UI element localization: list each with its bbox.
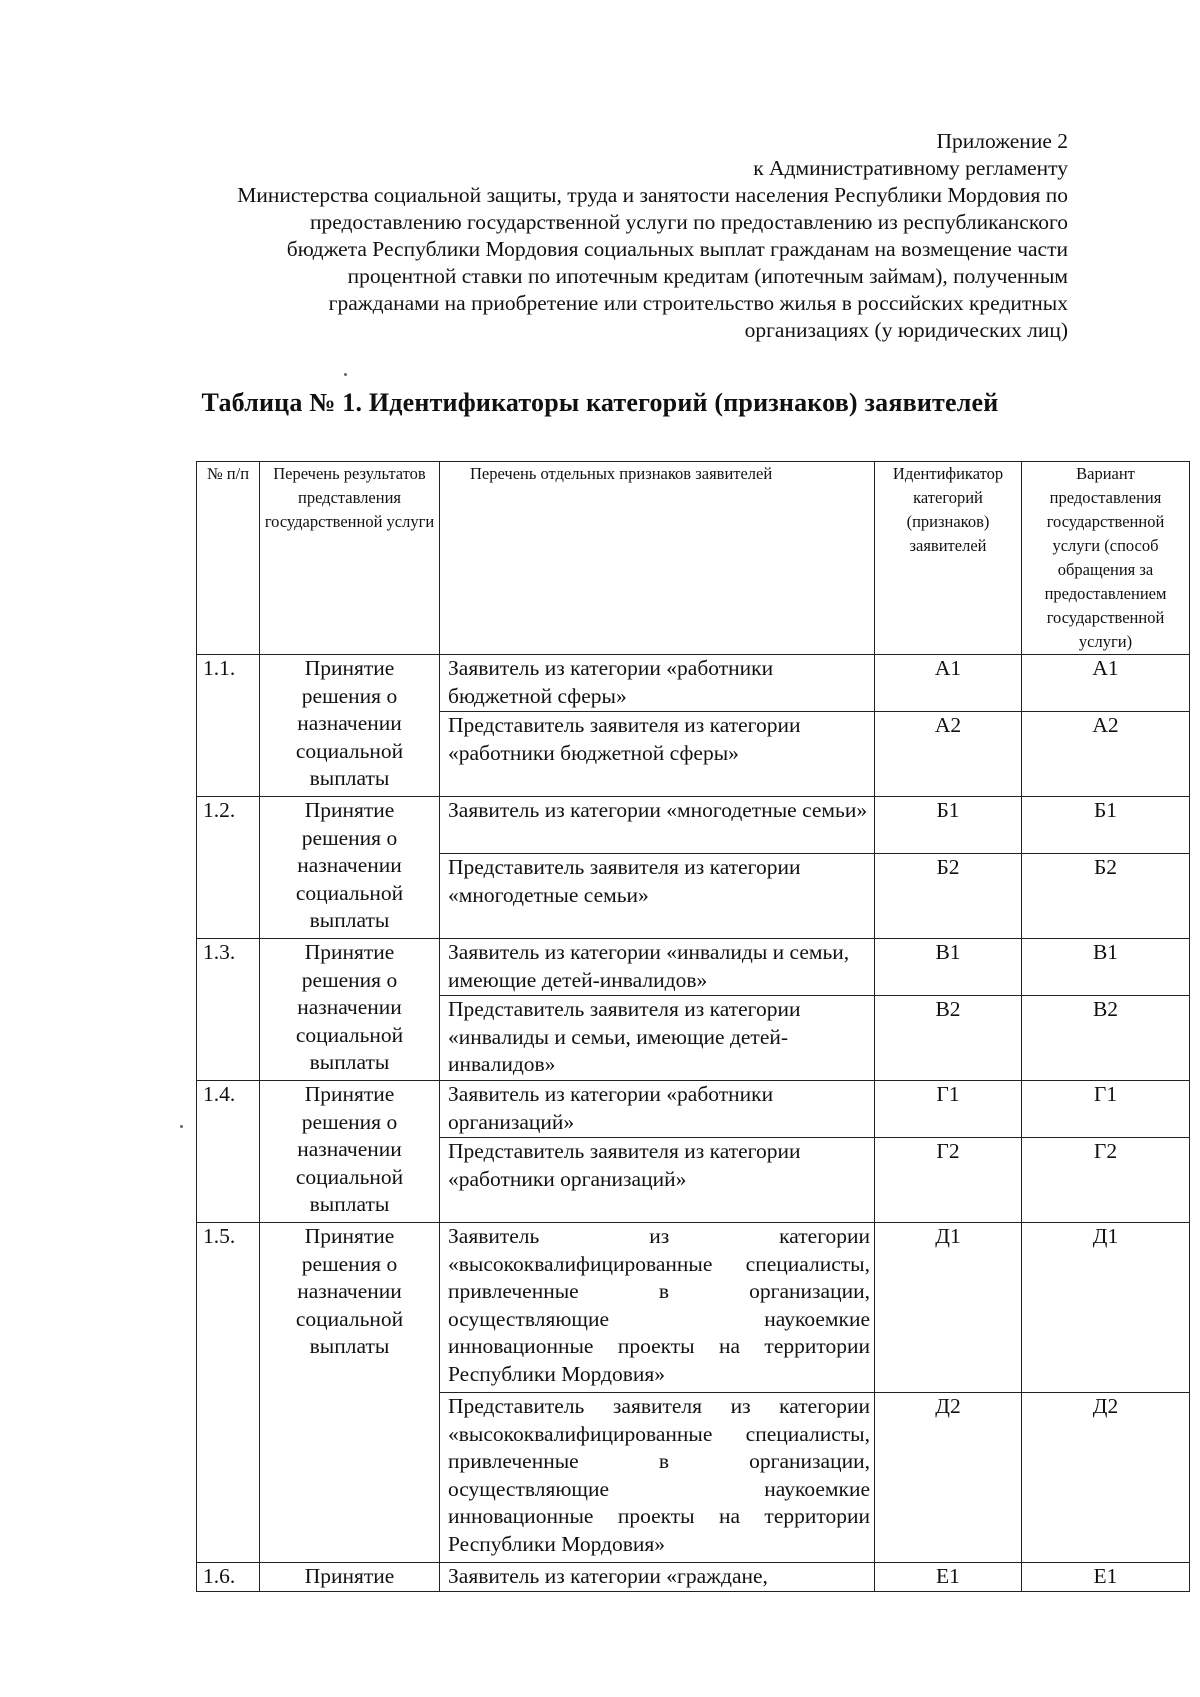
row-sign: Представитель заявителя из категории «работники организаций» <box>440 1138 875 1223</box>
row-sign: Заявитель из категории «работники организаций» <box>440 1081 875 1138</box>
row-number: 1.2. <box>197 797 260 939</box>
row-result: Принятие решения о назначении социальной выплаты <box>260 797 440 939</box>
table-row <box>197 1081 1190 1138</box>
row-identifier: Б1 <box>875 797 1022 854</box>
header-line: процентной ставки по ипотечным кредитам (ипотечным займам), полученным <box>347 264 1068 288</box>
table-body <box>197 655 1190 1592</box>
col-header-variant: Вариант предоставления государственной услуги (способ обращения за предоставлением государственной услуги) <box>1022 462 1190 655</box>
row-result: Принятие решения о назначении социальной выплаты <box>260 655 440 797</box>
row-result: Принятие решения о назначении социальной выплаты <box>260 939 440 1081</box>
row-sign: Представитель заявителя из категории «инвалиды и семьи, имеющие детей-инвалидов» <box>440 996 875 1081</box>
row-identifier: А2 <box>875 712 1022 797</box>
header-line: Министерства социальной защиты, труда и занятости населения Республики Мордовия по <box>237 183 1068 207</box>
scan-speck <box>344 373 347 376</box>
row-identifier: Б2 <box>875 854 1022 939</box>
header-line: бюджета Республики Мордовия социальных выплат гражданам на возмещение части <box>286 237 1068 261</box>
row-result: Принятие решения о назначении социальной выплаты <box>260 1081 440 1223</box>
row-variant: Г1 <box>1022 1081 1190 1138</box>
header-line: к Административному регламенту <box>753 156 1068 180</box>
row-number: 1.6. <box>197 1563 260 1592</box>
table-row <box>197 655 1190 712</box>
col-header-signs: Перечень отдельных признаков заявителей <box>440 462 875 655</box>
row-number: 1.4. <box>197 1081 260 1223</box>
row-result: Принятие решения о назначении социальной выплаты <box>260 1223 440 1563</box>
row-sign: Представитель заявителя из категории «высококвалифицированные специалисты, привлеченные в организации, осуществляющие наукоемкие инновационные проекты на территории Республики Мордовия» <box>440 1393 875 1563</box>
table-row <box>197 1563 1190 1592</box>
row-identifier: В1 <box>875 939 1022 996</box>
row-result: Принятие <box>260 1563 440 1592</box>
row-variant: А2 <box>1022 712 1190 797</box>
row-identifier: Д1 <box>875 1223 1022 1393</box>
row-identifier: В2 <box>875 996 1022 1081</box>
row-number: 1.3. <box>197 939 260 1081</box>
row-variant: Д1 <box>1022 1223 1190 1393</box>
col-header-results: Перечень результатов представления государственной услуги <box>260 462 440 655</box>
identifiers-table <box>196 461 1190 1592</box>
header-line: Приложение 2 <box>936 129 1068 153</box>
table-row <box>197 939 1190 996</box>
row-sign: Заявитель из категории «работники бюджетной сферы» <box>440 655 875 712</box>
header-line: организациях (у юридических лиц) <box>744 318 1068 342</box>
row-variant: Д2 <box>1022 1393 1190 1563</box>
row-identifier: Г2 <box>875 1138 1022 1223</box>
table-title: Таблица № 1. Идентификаторы категорий (признаков) заявителей <box>201 388 999 417</box>
row-identifier: А1 <box>875 655 1022 712</box>
row-variant: Г2 <box>1022 1138 1190 1223</box>
row-sign: Заявитель из категории «граждане, <box>440 1563 875 1592</box>
row-variant: Б1 <box>1022 797 1190 854</box>
row-variant: А1 <box>1022 655 1190 712</box>
row-identifier: Г1 <box>875 1081 1022 1138</box>
col-header-identifier: Идентификатор категорий (признаков) заявителей <box>875 462 1022 655</box>
table-row <box>197 797 1190 854</box>
row-variant: В2 <box>1022 996 1190 1081</box>
row-sign: Заявитель из категории «многодетные семьи» <box>440 797 875 854</box>
row-variant: Б2 <box>1022 854 1190 939</box>
row-sign: Заявитель из категории «высококвалифицированные специалисты, привлеченные в организации, осуществляющие наукоемкие инновационные проекты на территории Республики Мордовия» <box>440 1223 875 1393</box>
document-header <box>168 128 1068 344</box>
table-header-row <box>197 462 1190 655</box>
table-row <box>197 1223 1190 1393</box>
row-variant: Е1 <box>1022 1563 1190 1592</box>
row-identifier: Е1 <box>875 1563 1022 1592</box>
scan-speck <box>180 1125 183 1128</box>
row-sign: Заявитель из категории «инвалиды и семьи, имеющие детей-инвалидов» <box>440 939 875 996</box>
row-number: 1.5. <box>197 1223 260 1563</box>
row-sign: Представитель заявителя из категории «многодетные семьи» <box>440 854 875 939</box>
row-identifier: Д2 <box>875 1393 1022 1563</box>
row-variant: В1 <box>1022 939 1190 996</box>
row-number: 1.1. <box>197 655 260 797</box>
header-line: предоставлению государственной услуги по предоставлению из республиканского <box>309 210 1068 234</box>
header-line: гражданами на приобретение или строительство жилья в российских кредитных <box>328 291 1068 315</box>
row-sign: Представитель заявителя из категории «работники бюджетной сферы» <box>440 712 875 797</box>
col-header-number: № п/п <box>197 462 260 655</box>
